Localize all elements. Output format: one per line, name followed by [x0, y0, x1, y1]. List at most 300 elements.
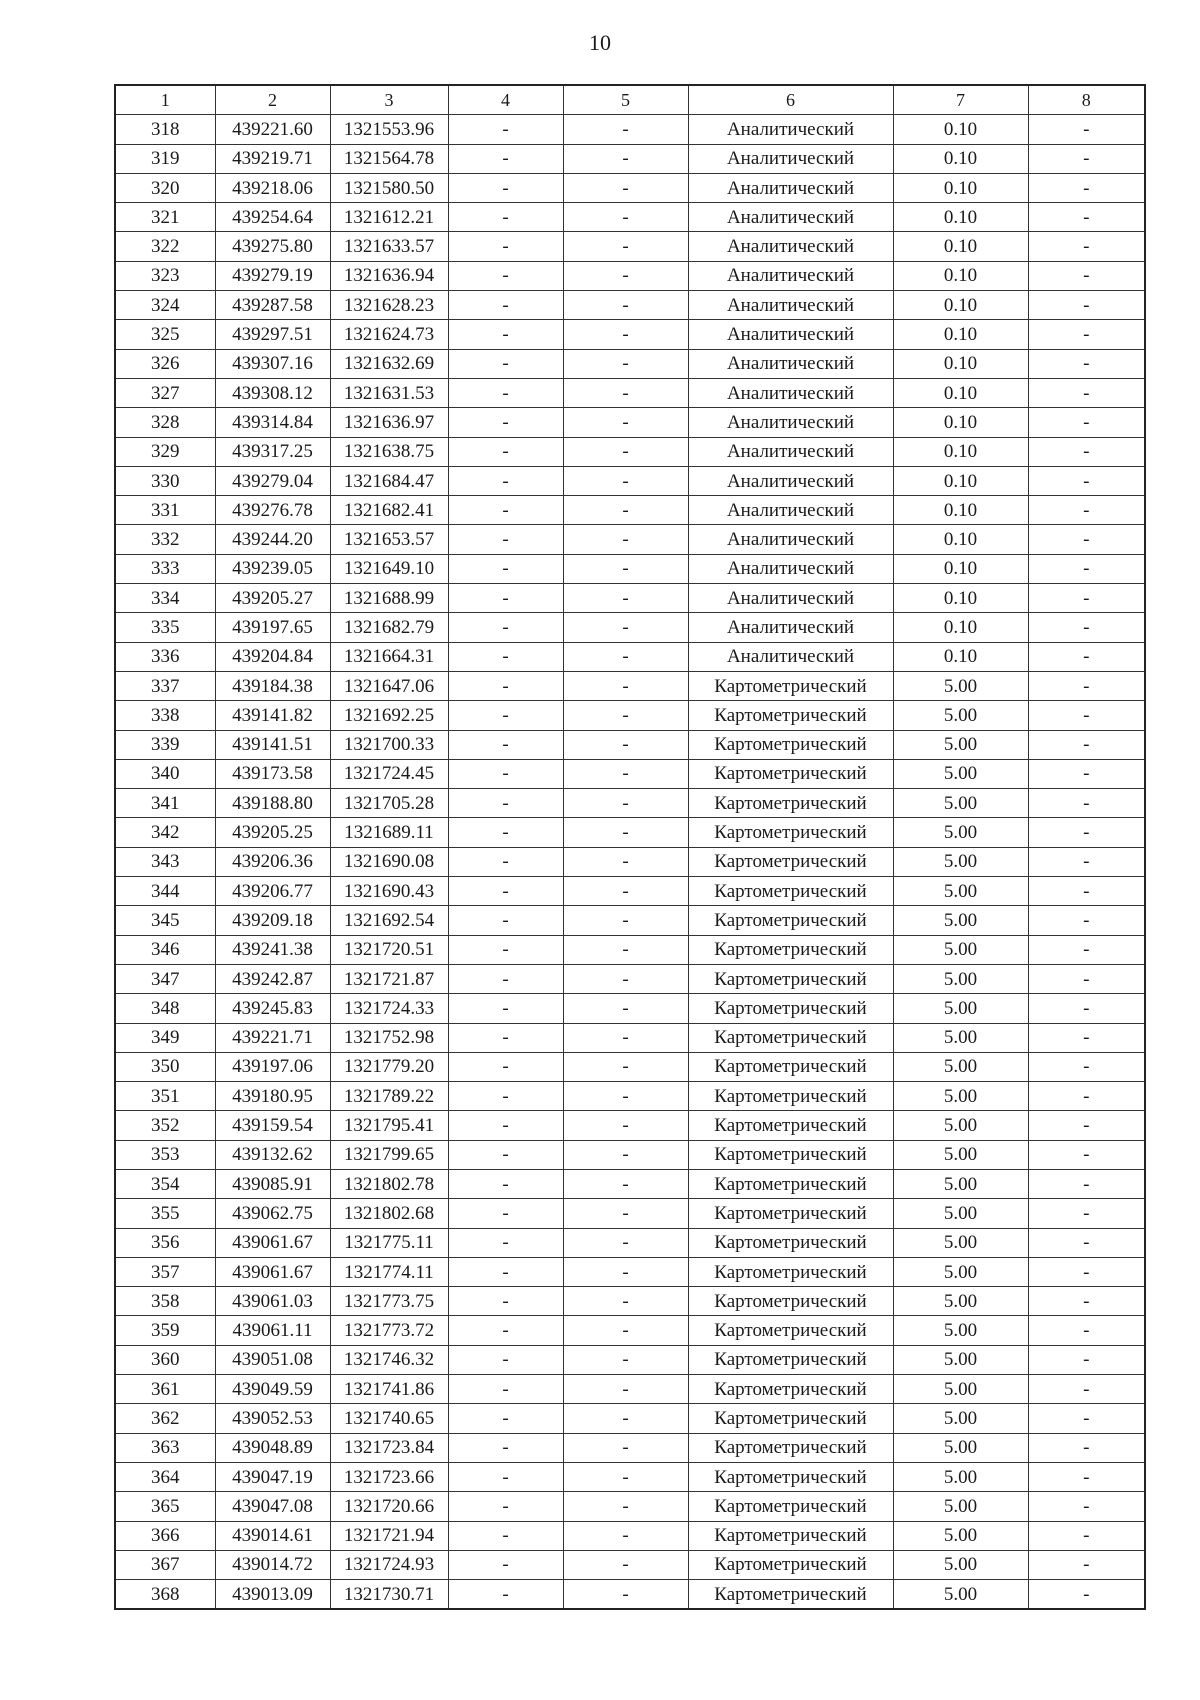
table-cell-col-6: Аналитический: [688, 349, 893, 378]
table-cell-col-3: 1321689.11: [330, 818, 448, 847]
table-cell-col-2: 439219.71: [215, 144, 330, 173]
table-cell-col-2: 439221.71: [215, 1023, 330, 1052]
table-cell-col-2: 439062.75: [215, 1199, 330, 1228]
table-cell-col-8: -: [1028, 232, 1145, 261]
table-cell-col-7: 5.00: [893, 1316, 1028, 1345]
page-number: 10: [589, 30, 611, 55]
table-cell-col-6: Картометрический: [688, 1404, 893, 1433]
table-cell-col-3: 1321647.06: [330, 671, 448, 700]
table-cell-col-3: 1321802.68: [330, 1199, 448, 1228]
table-cell-col-6: Картометрический: [688, 818, 893, 847]
table-cell-col-6: Аналитический: [688, 115, 893, 144]
table-cell-col-2: 439221.60: [215, 115, 330, 144]
table-cell-col-2: 439051.08: [215, 1345, 330, 1374]
table-cell-col-4: -: [448, 1433, 563, 1462]
table-cell-col-3: 1321664.31: [330, 642, 448, 671]
table-cell-col-5: -: [563, 1023, 688, 1052]
table-row: [115, 1550, 1145, 1579]
table-cell-col-4: -: [448, 730, 563, 759]
table-cell-col-3: 1321723.84: [330, 1433, 448, 1462]
table-cell-col-4: -: [448, 144, 563, 173]
table-cell-col-4: -: [448, 1316, 563, 1345]
table-cell-col-3: 1321720.51: [330, 935, 448, 964]
table-cell-col-7: 5.00: [893, 759, 1028, 788]
table-cell-col-6: Аналитический: [688, 613, 893, 642]
table-cell-col-3: 1321682.41: [330, 496, 448, 525]
table-cell-col-3: 1321773.72: [330, 1316, 448, 1345]
table-row: [115, 115, 1145, 144]
table-cell-col-4: -: [448, 466, 563, 495]
table-cell-col-7: 5.00: [893, 847, 1028, 876]
table-cell-col-1: 335: [115, 613, 215, 642]
table-cell-col-6: Картометрический: [688, 1052, 893, 1081]
table-cell-col-4: -: [448, 964, 563, 993]
table-row: [115, 173, 1145, 202]
table-cell-col-7: 0.10: [893, 115, 1028, 144]
table-cell-col-8: -: [1028, 877, 1145, 906]
table-cell-col-1: 326: [115, 349, 215, 378]
table-cell-col-5: -: [563, 115, 688, 144]
table-cell-col-7: 5.00: [893, 1345, 1028, 1374]
table-cell-col-5: -: [563, 847, 688, 876]
table-cell-col-2: 439141.82: [215, 701, 330, 730]
table-cell-col-5: -: [563, 1433, 688, 1462]
table-cell-col-6: Картометрический: [688, 935, 893, 964]
table-row: [115, 1492, 1145, 1521]
table-cell-col-1: 360: [115, 1345, 215, 1374]
table-cell-col-5: -: [563, 232, 688, 261]
column-header-7: 7: [893, 85, 1028, 115]
table-cell-col-6: Аналитический: [688, 232, 893, 261]
table-cell-col-8: -: [1028, 730, 1145, 759]
table-cell-col-5: -: [563, 730, 688, 759]
table-cell-col-8: -: [1028, 1492, 1145, 1521]
table-cell-col-1: 321: [115, 203, 215, 232]
table-cell-col-8: -: [1028, 847, 1145, 876]
table-row: [115, 203, 1145, 232]
table-cell-col-6: Аналитический: [688, 584, 893, 613]
table-cell-col-8: -: [1028, 496, 1145, 525]
table-cell-col-7: 5.00: [893, 994, 1028, 1023]
table-cell-col-7: 5.00: [893, 964, 1028, 993]
table-cell-col-3: 1321721.87: [330, 964, 448, 993]
table-cell-col-7: 5.00: [893, 1375, 1028, 1404]
table-cell-col-6: Аналитический: [688, 320, 893, 349]
table-cell-col-3: 1321692.25: [330, 701, 448, 730]
table-cell-col-8: -: [1028, 1023, 1145, 1052]
table-cell-col-4: -: [448, 291, 563, 320]
table-cell-col-6: Картометрический: [688, 1287, 893, 1316]
table-cell-col-7: 0.10: [893, 584, 1028, 613]
table-cell-col-1: 325: [115, 320, 215, 349]
table-cell-col-1: 352: [115, 1111, 215, 1140]
table-cell-col-7: 5.00: [893, 1228, 1028, 1257]
table-cell-col-6: Картометрический: [688, 1580, 893, 1610]
table-row: [115, 291, 1145, 320]
table-row: [115, 1462, 1145, 1491]
table-cell-col-4: -: [448, 496, 563, 525]
table-row: [115, 1521, 1145, 1550]
table-row: [115, 994, 1145, 1023]
table-cell-col-2: 439141.51: [215, 730, 330, 759]
table-cell-col-8: -: [1028, 349, 1145, 378]
table-cell-col-6: Картометрический: [688, 1550, 893, 1579]
table-cell-col-1: 337: [115, 671, 215, 700]
table-cell-col-2: 439061.03: [215, 1287, 330, 1316]
table-cell-col-1: 358: [115, 1287, 215, 1316]
table-cell-col-2: 439048.89: [215, 1433, 330, 1462]
table-cell-col-1: 344: [115, 877, 215, 906]
table-cell-col-4: -: [448, 261, 563, 290]
table-row: [115, 1580, 1145, 1610]
table-row: [115, 232, 1145, 261]
table-cell-col-8: -: [1028, 1052, 1145, 1081]
table-cell-col-2: 439180.95: [215, 1082, 330, 1111]
table-cell-col-3: 1321724.45: [330, 759, 448, 788]
table-cell-col-2: 439206.77: [215, 877, 330, 906]
table-cell-col-6: Картометрический: [688, 1521, 893, 1550]
table-cell-col-6: Картометрический: [688, 964, 893, 993]
table-cell-col-7: 5.00: [893, 1199, 1028, 1228]
table-cell-col-6: Аналитический: [688, 261, 893, 290]
table-header: [115, 85, 1145, 115]
table-cell-col-8: -: [1028, 1580, 1145, 1610]
table-cell-col-4: -: [448, 877, 563, 906]
table-cell-col-2: 439206.36: [215, 847, 330, 876]
table-cell-col-7: 5.00: [893, 906, 1028, 935]
table-cell-col-6: Картометрический: [688, 1375, 893, 1404]
table-cell-col-4: -: [448, 642, 563, 671]
table-cell-col-2: 439218.06: [215, 173, 330, 202]
table-cell-col-8: -: [1028, 584, 1145, 613]
table-cell-col-4: -: [448, 1257, 563, 1286]
table-cell-col-7: 0.10: [893, 203, 1028, 232]
table-cell-col-4: -: [448, 437, 563, 466]
table-cell-col-8: -: [1028, 1228, 1145, 1257]
table-cell-col-5: -: [563, 1082, 688, 1111]
table-cell-col-6: Картометрический: [688, 1433, 893, 1462]
table-cell-col-1: 332: [115, 525, 215, 554]
table-cell-col-5: -: [563, 144, 688, 173]
table-cell-col-1: 338: [115, 701, 215, 730]
table-cell-col-3: 1321700.33: [330, 730, 448, 759]
table-cell-col-6: Аналитический: [688, 554, 893, 583]
table-cell-col-4: -: [448, 584, 563, 613]
table-cell-col-5: -: [563, 1287, 688, 1316]
table-cell-col-5: -: [563, 496, 688, 525]
table-cell-col-3: 1321724.33: [330, 994, 448, 1023]
table-cell-col-4: -: [448, 203, 563, 232]
table-cell-col-6: Картометрический: [688, 847, 893, 876]
table-cell-col-4: -: [448, 1169, 563, 1198]
table-cell-col-4: -: [448, 1521, 563, 1550]
table-cell-col-3: 1321741.86: [330, 1375, 448, 1404]
table-row: [115, 496, 1145, 525]
table-cell-col-3: 1321580.50: [330, 173, 448, 202]
table-cell-col-4: -: [448, 1140, 563, 1169]
table-cell-col-2: 439242.87: [215, 964, 330, 993]
table-cell-col-2: 439314.84: [215, 408, 330, 437]
table-cell-col-1: 322: [115, 232, 215, 261]
table-cell-col-1: 342: [115, 818, 215, 847]
table-cell-col-4: -: [448, 789, 563, 818]
table-cell-col-7: 5.00: [893, 1462, 1028, 1491]
table-cell-col-6: Аналитический: [688, 466, 893, 495]
table-cell-col-2: 439276.78: [215, 496, 330, 525]
table-cell-col-5: -: [563, 1111, 688, 1140]
table-row: [115, 1111, 1145, 1140]
column-header-2: 2: [215, 85, 330, 115]
table-cell-col-5: -: [563, 642, 688, 671]
table-cell-col-5: -: [563, 701, 688, 730]
table-cell-col-8: -: [1028, 818, 1145, 847]
table-cell-col-4: -: [448, 115, 563, 144]
table-cell-col-3: 1321631.53: [330, 378, 448, 407]
column-header-3: 3: [330, 85, 448, 115]
table-cell-col-3: 1321636.94: [330, 261, 448, 290]
table-row: [115, 642, 1145, 671]
table-cell-col-8: -: [1028, 1404, 1145, 1433]
table-cell-col-7: 0.10: [893, 144, 1028, 173]
table-row: [115, 261, 1145, 290]
table-cell-col-2: 439205.27: [215, 584, 330, 613]
table-cell-col-2: 439205.25: [215, 818, 330, 847]
column-header-1: 1: [115, 85, 215, 115]
table-cell-col-2: 439061.67: [215, 1228, 330, 1257]
table-cell-col-8: -: [1028, 613, 1145, 642]
table-cell-col-6: Картометрический: [688, 1111, 893, 1140]
table-body: [115, 115, 1145, 1610]
table-cell-col-3: 1321682.79: [330, 613, 448, 642]
table-cell-col-7: 0.10: [893, 642, 1028, 671]
table-cell-col-6: Картометрический: [688, 1462, 893, 1491]
table-cell-col-6: Картометрический: [688, 1228, 893, 1257]
table-cell-col-3: 1321775.11: [330, 1228, 448, 1257]
table-row: [115, 877, 1145, 906]
table-cell-col-5: -: [563, 408, 688, 437]
table-cell-col-5: -: [563, 525, 688, 554]
table-cell-col-2: 439239.05: [215, 554, 330, 583]
table-row: [115, 1287, 1145, 1316]
table-cell-col-4: -: [448, 671, 563, 700]
table-cell-col-7: 5.00: [893, 1492, 1028, 1521]
table-cell-col-8: -: [1028, 964, 1145, 993]
table-cell-col-4: -: [448, 906, 563, 935]
table-cell-col-8: -: [1028, 144, 1145, 173]
table-cell-col-7: 0.10: [893, 232, 1028, 261]
table-cell-col-7: 5.00: [893, 1257, 1028, 1286]
table-cell-col-6: Картометрический: [688, 1199, 893, 1228]
table-cell-col-4: -: [448, 173, 563, 202]
table-cell-col-3: 1321632.69: [330, 349, 448, 378]
table-cell-col-7: 0.10: [893, 320, 1028, 349]
table-cell-col-6: Картометрический: [688, 1316, 893, 1345]
table-cell-col-2: 439159.54: [215, 1111, 330, 1140]
table-cell-col-3: 1321720.66: [330, 1492, 448, 1521]
table-cell-col-5: -: [563, 1462, 688, 1491]
table-cell-col-4: -: [448, 701, 563, 730]
table-cell-col-8: -: [1028, 378, 1145, 407]
column-header-5: 5: [563, 85, 688, 115]
table-cell-col-1: 366: [115, 1521, 215, 1550]
column-header-4: 4: [448, 85, 563, 115]
table-cell-col-2: 439052.53: [215, 1404, 330, 1433]
table-cell-col-2: 439279.04: [215, 466, 330, 495]
table-cell-col-4: -: [448, 818, 563, 847]
table-row: [115, 730, 1145, 759]
table-cell-col-4: -: [448, 1580, 563, 1610]
table-cell-col-5: -: [563, 466, 688, 495]
table-cell-col-2: 439047.08: [215, 1492, 330, 1521]
table-cell-col-2: 439061.11: [215, 1316, 330, 1345]
table-cell-col-5: -: [563, 789, 688, 818]
table-cell-col-8: -: [1028, 1287, 1145, 1316]
table-cell-col-8: -: [1028, 1316, 1145, 1345]
table-cell-col-1: 353: [115, 1140, 215, 1169]
table-cell-col-1: 362: [115, 1404, 215, 1433]
table-cell-col-5: -: [563, 291, 688, 320]
table-cell-col-7: 0.10: [893, 349, 1028, 378]
table-cell-col-2: 439307.16: [215, 349, 330, 378]
table-cell-col-2: 439047.19: [215, 1462, 330, 1491]
table-cell-col-7: 5.00: [893, 877, 1028, 906]
table-cell-col-4: -: [448, 613, 563, 642]
table-cell-col-8: -: [1028, 759, 1145, 788]
table-cell-col-3: 1321690.43: [330, 877, 448, 906]
table-row: [115, 935, 1145, 964]
table-cell-col-2: 439197.06: [215, 1052, 330, 1081]
table-cell-col-8: -: [1028, 203, 1145, 232]
table-cell-col-6: Картометрический: [688, 994, 893, 1023]
table-cell-col-5: -: [563, 1140, 688, 1169]
table-cell-col-4: -: [448, 1287, 563, 1316]
table-cell-col-8: -: [1028, 1169, 1145, 1198]
table-cell-col-2: 439308.12: [215, 378, 330, 407]
table-cell-col-1: 364: [115, 1462, 215, 1491]
table-cell-col-1: 349: [115, 1023, 215, 1052]
table-cell-col-4: -: [448, 994, 563, 1023]
table-cell-col-2: 439049.59: [215, 1375, 330, 1404]
table-row: [115, 1375, 1145, 1404]
table-cell-col-7: 0.10: [893, 466, 1028, 495]
table-cell-col-7: 0.10: [893, 378, 1028, 407]
table-cell-col-5: -: [563, 378, 688, 407]
table-cell-col-1: 343: [115, 847, 215, 876]
table-row: [115, 320, 1145, 349]
table-row: [115, 759, 1145, 788]
header-row: [115, 85, 1145, 115]
table-cell-col-6: Аналитический: [688, 173, 893, 202]
table-cell-col-8: -: [1028, 1521, 1145, 1550]
table-cell-col-5: -: [563, 1052, 688, 1081]
table-cell-col-1: 350: [115, 1052, 215, 1081]
table-cell-col-3: 1321752.98: [330, 1023, 448, 1052]
table-cell-col-6: Картометрический: [688, 671, 893, 700]
table-cell-col-3: 1321628.23: [330, 291, 448, 320]
table-cell-col-6: Аналитический: [688, 408, 893, 437]
table-row: [115, 349, 1145, 378]
table-cell-col-1: 319: [115, 144, 215, 173]
table-row: [115, 554, 1145, 583]
table-cell-col-7: 5.00: [893, 1550, 1028, 1579]
table-cell-col-1: 324: [115, 291, 215, 320]
table-row: [115, 1433, 1145, 1462]
table-cell-col-4: -: [448, 1462, 563, 1491]
table-cell-col-4: -: [448, 378, 563, 407]
table-cell-col-7: 5.00: [893, 671, 1028, 700]
table-cell-col-3: 1321779.20: [330, 1052, 448, 1081]
table-cell-col-5: -: [563, 554, 688, 583]
table-cell-col-5: -: [563, 437, 688, 466]
table-cell-col-4: -: [448, 1023, 563, 1052]
table-cell-col-2: 439085.91: [215, 1169, 330, 1198]
table-cell-col-8: -: [1028, 261, 1145, 290]
table-cell-col-8: -: [1028, 320, 1145, 349]
table-cell-col-4: -: [448, 349, 563, 378]
table-cell-col-8: -: [1028, 789, 1145, 818]
table-row: [115, 378, 1145, 407]
table-cell-col-5: -: [563, 935, 688, 964]
table-row: [115, 1052, 1145, 1081]
table-cell-col-6: Аналитический: [688, 525, 893, 554]
table-cell-col-4: -: [448, 1082, 563, 1111]
table-cell-col-5: -: [563, 349, 688, 378]
table-cell-col-1: 336: [115, 642, 215, 671]
table-cell-col-5: -: [563, 1375, 688, 1404]
table-cell-col-7: 0.10: [893, 173, 1028, 202]
table-cell-col-4: -: [448, 1052, 563, 1081]
table-cell-col-5: -: [563, 584, 688, 613]
table-cell-col-5: -: [563, 671, 688, 700]
table-cell-col-2: 439279.19: [215, 261, 330, 290]
table-cell-col-1: 347: [115, 964, 215, 993]
table-cell-col-7: 5.00: [893, 730, 1028, 759]
table-cell-col-8: -: [1028, 906, 1145, 935]
table-cell-col-4: -: [448, 759, 563, 788]
table-row: [115, 584, 1145, 613]
table-cell-col-4: -: [448, 1550, 563, 1579]
table-cell-col-8: -: [1028, 935, 1145, 964]
table-cell-col-8: -: [1028, 466, 1145, 495]
column-header-6: 6: [688, 85, 893, 115]
table-cell-col-3: 1321773.75: [330, 1287, 448, 1316]
table-cell-col-2: 439188.80: [215, 789, 330, 818]
table-row: [115, 1404, 1145, 1433]
table-cell-col-7: 0.10: [893, 525, 1028, 554]
table-cell-col-4: -: [448, 320, 563, 349]
table-row: [115, 1228, 1145, 1257]
table-cell-col-4: -: [448, 1111, 563, 1140]
table-cell-col-2: 439244.20: [215, 525, 330, 554]
table-cell-col-2: 439132.62: [215, 1140, 330, 1169]
table-cell-col-6: Картометрический: [688, 1345, 893, 1374]
table-cell-col-3: 1321692.54: [330, 906, 448, 935]
table-cell-col-1: 368: [115, 1580, 215, 1610]
table-cell-col-3: 1321684.47: [330, 466, 448, 495]
table-cell-col-3: 1321721.94: [330, 1521, 448, 1550]
table-cell-col-7: 5.00: [893, 701, 1028, 730]
table-cell-col-7: 5.00: [893, 1287, 1028, 1316]
table-cell-col-2: 439254.64: [215, 203, 330, 232]
table-cell-col-1: 318: [115, 115, 215, 144]
table-cell-col-1: 354: [115, 1169, 215, 1198]
table-cell-col-2: 439275.80: [215, 232, 330, 261]
table-cell-col-3: 1321802.78: [330, 1169, 448, 1198]
table-cell-col-2: 439184.38: [215, 671, 330, 700]
table-cell-col-7: 5.00: [893, 935, 1028, 964]
table-cell-col-8: -: [1028, 525, 1145, 554]
table-cell-col-3: 1321653.57: [330, 525, 448, 554]
